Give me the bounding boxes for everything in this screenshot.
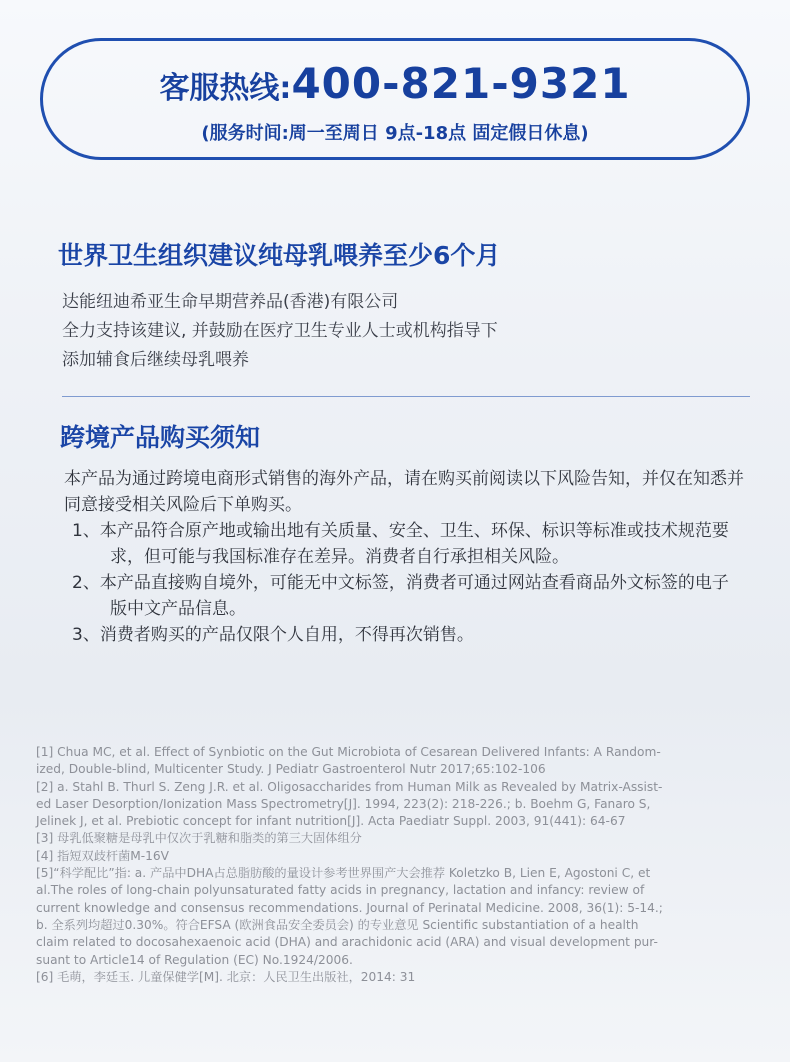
reference-line: al.The roles of long-chain polyunsaturated fatty acids in pregnancy, lactation and infancy: review of [36,883,645,898]
reference-line: claim related to docosahexaenoic acid (DHA) and arachidonic acid (ARA) and visual development pur- [36,935,658,950]
who-line-2: 全力支持该建议, 并鼓励在医疗卫生专业人士或机构指导下 [62,321,498,341]
notice-item-2: 2、本产品直接购自境外，可能无中文标签，消费者可通过网站查看商品外文标签的电子版中文产品信息。 [72,573,729,619]
reference-line: b. 全系列均超过0.30%。符合EFSA (欧洲食品安全委员会) 的专业意见 Scientific substantiation of a health [36,917,639,932]
hotline-label: 客服热线: [159,71,292,106]
reference-line: [1] Chua MC, et al. Effect of Synbiotic on the Gut Microbiota of Cesarean Delivered Infants: A Random- [36,745,661,759]
reference-line: suant to Article14 of Regulation (EC) No.1924/2006. [36,952,353,967]
section-divider [62,396,750,397]
hotline-main [43,59,747,108]
references-list [36,744,748,986]
reference-line: [4] 指短双歧杆菌M-16V [36,848,170,863]
who-line-1: 达能纽迪希亚生命早期营养品(香港)有限公司 [62,292,399,312]
reference-line: ed Laser Desorption/Ionization Mass Spectrometry[J]. 1994, 223(2): 218-226.; b. Boehm G, Fanaro S, [36,796,651,811]
purchase-notice-body [64,466,744,648]
hotline-number[interactable]: 400-821-9321 [291,59,631,108]
reference-line: [2] a. Stahl B. Thurl S. Zeng J.R. et al. Oligosaccharides from Human Milk as Revealed by Matrix-Assist- [36,779,663,794]
hotline-box [40,38,750,160]
purchase-notice-title: 跨境产品购买须知 [60,423,261,452]
notice-intro: 本产品为通过跨境电商形式销售的海外产品，请在购买前阅读以下风险告知，并仅在知悉并同意接受相关风险后下单购买。 [64,469,744,515]
notice-item-3: 3、消费者购买的产品仅限个人自用，不得再次销售。 [72,625,474,645]
reference-line: [5]“科学配比”指: a. 产品中DHA占总脂肪酸的量设计参考世界围产大会推荐 Koletzko B, Lien E, Agostoni C, et [36,866,651,881]
who-line-3: 添加辅食后继续母乳喂养 [62,350,249,370]
reference-line: [6] 毛萌，李廷玉. 儿童保健学[M]. 北京：人民卫生出版社，2014: 31 [36,969,416,984]
reference-line: current knowledge and consensus recommendations. Journal of Perinatal Medicine. 2008, 36(1): 5-14.; [36,900,663,915]
reference-line: ized, Double-blind, Multicenter Study. J Pediatr Gastroenterol Nutr 2017;65:102-106 [36,762,546,777]
reference-line: Jelinek J, et al. Prebiotic concept for infant nutrition[J]. Acta Paediatr Suppl. 2003, 91(441): 64-67 [36,814,626,829]
notice-item-1: 1、本产品符合原产地或输出地有关质量、安全、卫生、环保、标识等标准或技术规范要求，但可能与我国标准存在差异。消费者自行承担相关风险。 [72,521,729,567]
who-recommendation-title: 世界卫生组织建议纯母乳喂养至少6个月 [58,241,501,270]
hotline-hours: (服务时间:周一至周日 9点-18点 固定假日休息) [201,123,589,144]
reference-line: [3] 母乳低聚糖是母乳中仅次于乳糖和脂类的第三大固体组分 [36,831,362,846]
who-recommendation-text [62,288,498,375]
